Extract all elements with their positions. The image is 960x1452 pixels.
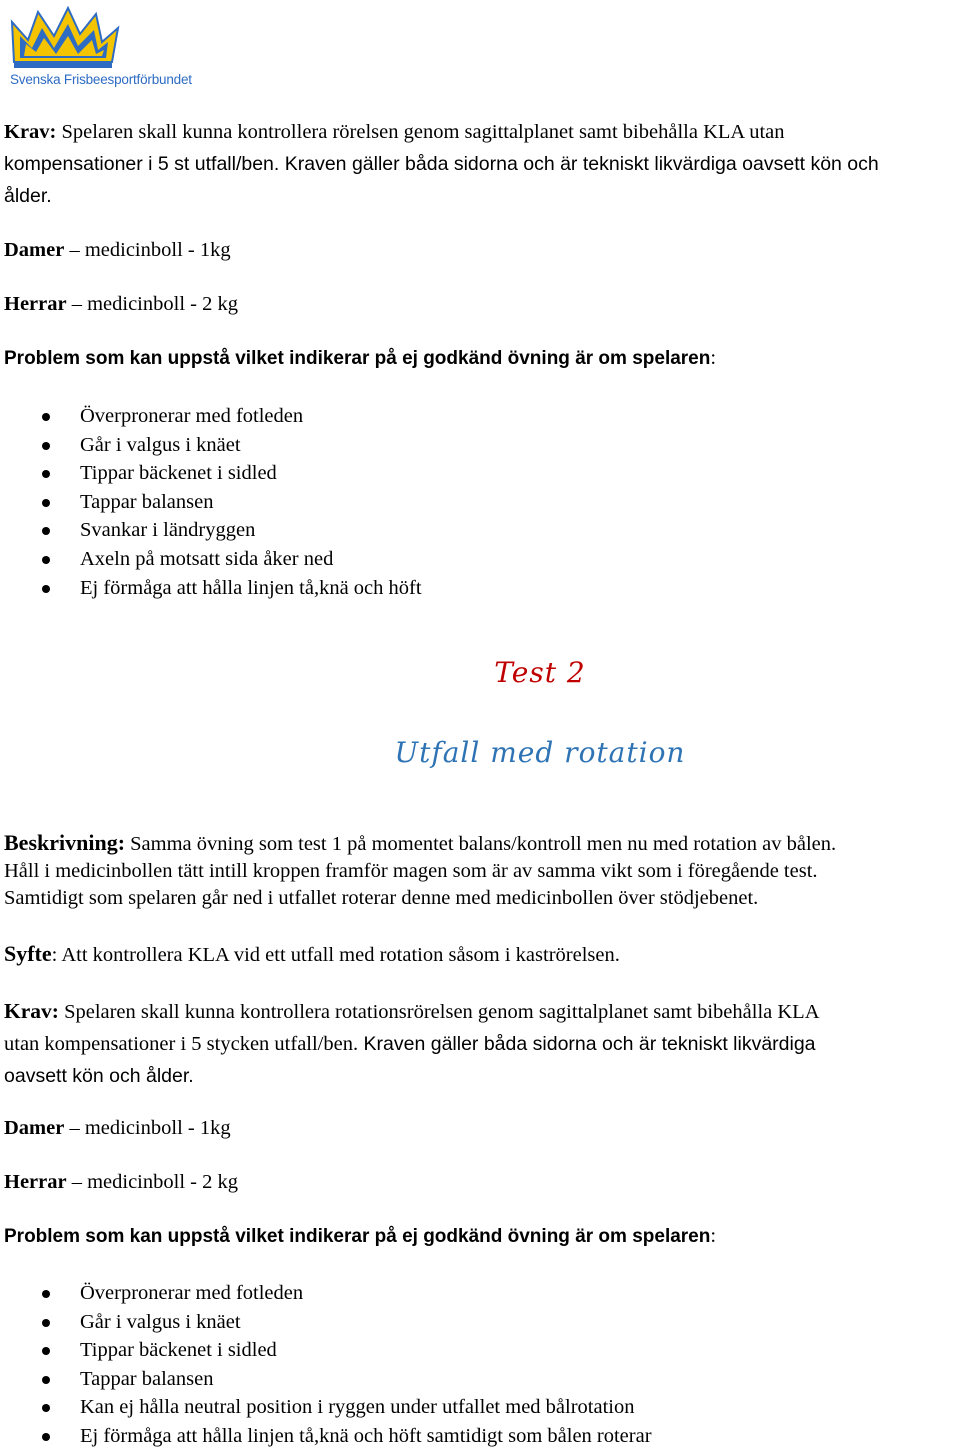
herrar-text: – medicinboll - 2 kg bbox=[66, 293, 238, 315]
damer-line-2 bbox=[4, 1112, 956, 1144]
list-item: Ej förmåga att hålla linjen tå,knä och höft bbox=[0, 574, 422, 603]
krav-line-2: kompensationer i 5 st utfall/ben. Kraven gäller båda sidorna och är tekniskt likvärdiga oavsett kön och bbox=[4, 153, 879, 175]
syfte-line bbox=[4, 938, 956, 971]
list-item: Axeln på motsatt sida åker ned bbox=[0, 545, 422, 574]
herrar-label-2: Herrar bbox=[4, 1171, 67, 1193]
list-item: Ej förmåga att hålla linjen tå,knä och höft samtidigt som bålen roterar bbox=[0, 1422, 652, 1451]
herrar-line-2 bbox=[4, 1166, 956, 1198]
damer-text-2: – medicinboll - 1kg bbox=[64, 1117, 231, 1139]
list-item: Svankar i ländryggen bbox=[0, 516, 422, 545]
krav2-line-3: oavsett kön och ålder. bbox=[4, 1065, 194, 1087]
herrar-text-2: – medicinboll - 2 kg bbox=[66, 1171, 238, 1193]
krav-paragraph bbox=[4, 116, 956, 212]
crown-logo-icon bbox=[10, 6, 120, 72]
list-item: Tappar balansen bbox=[0, 488, 422, 517]
list-item: Tappar balansen bbox=[0, 1365, 652, 1394]
problem-text-2: Problem som kan uppstå vilket indikerar på ej godkänd övning är om spelaren bbox=[4, 1226, 711, 1247]
bullet-icon bbox=[42, 1347, 50, 1355]
bullet-icon bbox=[42, 470, 50, 478]
krav-paragraph-2 bbox=[4, 995, 956, 1092]
bullet-icon bbox=[42, 556, 50, 564]
bullet-icon bbox=[42, 1290, 50, 1298]
syfte-text: : Att kontrollera KLA vid ett utfall med rotation såsom i kaströrelsen. bbox=[51, 944, 620, 966]
syfte-label: Syfte bbox=[4, 941, 52, 966]
beskrivning-paragraph bbox=[4, 829, 956, 912]
problem-list-2 bbox=[0, 1279, 652, 1451]
beskrivning-line-2: Håll i medicinbollen tätt intill kroppen framför magen som är av samma vikt som i föregående test. bbox=[4, 860, 818, 882]
list-item: Går i valgus i knäet bbox=[0, 1308, 652, 1337]
bullet-icon bbox=[42, 585, 50, 593]
federation-logo bbox=[6, 6, 221, 88]
krav2-line-2b: Kraven gäller båda sidorna och är tekniskt likvärdiga bbox=[358, 1033, 816, 1055]
krav2-line-2a: utan kompensationer i 5 stycken utfall/ben. bbox=[4, 1033, 359, 1055]
krav-label-2: Krav: bbox=[4, 999, 59, 1023]
problem-text: Problem som kan uppstå vilket indikerar på ej godkänd övning är om spelaren bbox=[4, 348, 711, 369]
herrar-line bbox=[4, 288, 956, 320]
damer-line bbox=[4, 234, 956, 266]
krav2-line-1: Spelaren skall kunna kontrollera rotationsrörelsen genom sagittalplanet samt bibehålla KLA bbox=[58, 1001, 820, 1023]
problem-colon: : bbox=[710, 347, 717, 369]
problem-colon-2: : bbox=[710, 1225, 717, 1247]
beskrivning-label: Beskrivning: bbox=[4, 830, 126, 855]
list-item: Kan ej hålla neutral position i ryggen under utfallet med bålrotation bbox=[0, 1393, 652, 1422]
logo-text: Svenska Frisbeesportförbundet bbox=[10, 72, 192, 87]
damer-text: – medicinboll - 1kg bbox=[64, 239, 231, 261]
bullet-icon bbox=[42, 527, 50, 535]
list-item: Överpronerar med fotleden bbox=[0, 1279, 652, 1308]
damer-label-2: Damer bbox=[4, 1117, 65, 1139]
krav-line-3: ålder. bbox=[4, 185, 52, 207]
list-item: Går i valgus i knäet bbox=[0, 431, 422, 460]
bullet-icon bbox=[42, 1319, 50, 1327]
krav-label: Krav: bbox=[4, 121, 57, 143]
beskrivning-line-3: Samtidigt som spelaren går ned i utfallet roterar denne med medicinbollen över stödjebenet. bbox=[4, 887, 759, 909]
damer-label: Damer bbox=[4, 239, 65, 261]
problem-heading bbox=[4, 342, 956, 375]
bullet-icon bbox=[42, 442, 50, 450]
list-item: Tippar bäckenet i sidled bbox=[0, 459, 422, 488]
herrar-label: Herrar bbox=[4, 293, 67, 315]
bullet-icon bbox=[42, 1433, 50, 1441]
bullet-icon bbox=[42, 499, 50, 507]
beskrivning-line-1: Samma övning som test 1 på momentet balans/kontroll men nu med rotation av bålen. bbox=[125, 833, 837, 855]
test-subtitle: Utfall med rotation bbox=[394, 736, 686, 769]
list-item: Överpronerar med fotleden bbox=[0, 402, 422, 431]
test-title: Test 2 bbox=[494, 656, 586, 689]
bullet-icon bbox=[42, 1404, 50, 1412]
problem-heading-2 bbox=[4, 1220, 956, 1253]
problem-list-1 bbox=[0, 402, 422, 602]
bullet-icon bbox=[42, 413, 50, 421]
list-item: Tippar bäckenet i sidled bbox=[0, 1336, 652, 1365]
krav-line-1: Spelaren skall kunna kontrollera rörelsen genom sagittalplanet samt bibehålla KLA utan bbox=[61, 121, 785, 143]
bullet-icon bbox=[42, 1376, 50, 1384]
